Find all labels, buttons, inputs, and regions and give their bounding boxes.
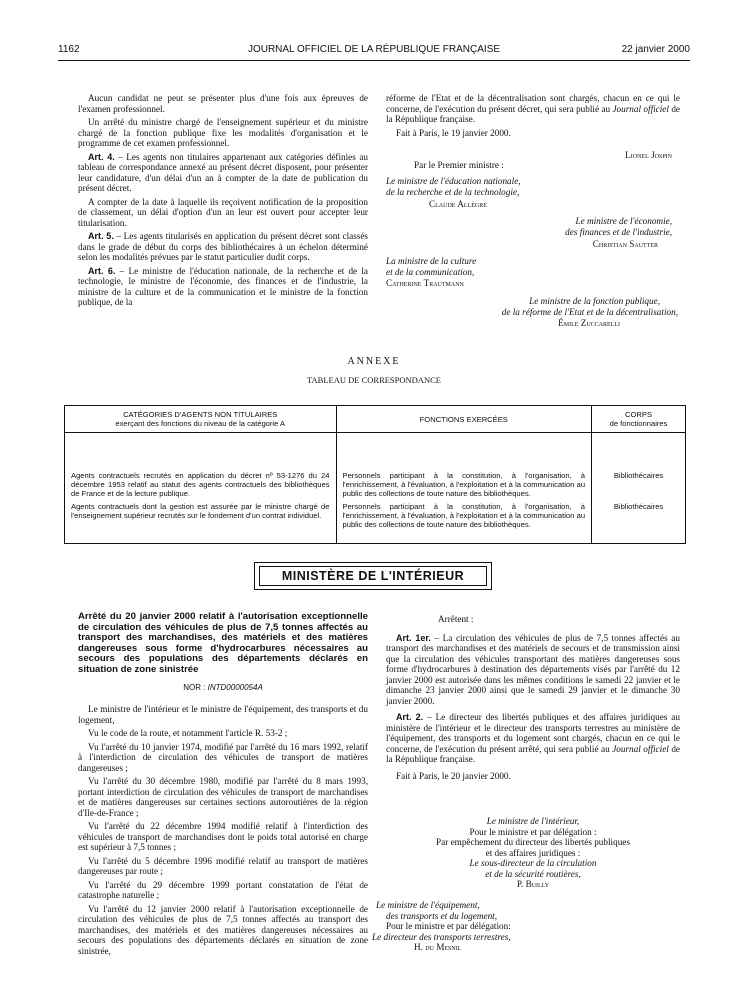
- signature-fp: Émile Zuccarelli: [558, 318, 620, 328]
- correspondence-table: [64, 405, 686, 544]
- article-4: Art. 4. – Les agents non titulaires appartenant aux catégories définies au tableau de correspondance annexé au présent décret disposent, pour présenter leur candidature, d'un délai d'un an à compter de la date de publication du présent décret.: [78, 151, 368, 193]
- paragraph: Vu le code de la route, et notamment l'article R. 53-2 ;: [88, 728, 288, 738]
- signature-line: Le ministre de l'intérieur,: [486, 816, 580, 826]
- arrete-signatures: [386, 816, 680, 890]
- arrete-signatures-2: [372, 900, 572, 953]
- page-number: 1162: [58, 44, 80, 55]
- journal-title: JOURNAL OFFICIEL DE LA RÉPUBLIQUE FRANÇAISE: [247, 44, 501, 55]
- signature-builly: P. Builly: [516, 879, 550, 889]
- place-date: Fait à Paris, le 20 janvier 2000.: [396, 770, 511, 781]
- article-2: Art. 2. – Le directeur des libertés publiques et des affaires juridiques au ministère de l'intérieur et le directeur des transports terrestres au ministère de l'équipement, des transports et du logement sont chargés, chacun en ce qui le concerne, de l'exécution du présent arrêté, qui sera publié au Journal officiel de la République française.: [386, 712, 681, 764]
- table-header-row: [65, 406, 686, 433]
- paragraph: Vu l'arrêté du 5 décembre 1996 modifié relatif au transport de matières dangereuses par route ;: [78, 855, 368, 876]
- signature-line: Le directeur des transports terrestres,: [372, 931, 511, 942]
- cell-corps: Bibliothécaires: [592, 500, 686, 544]
- signature-line: et des affaires juridiques :: [485, 847, 581, 858]
- table-row: [65, 433, 686, 501]
- column-header-corps: CORPS de fonctionnaires: [592, 406, 686, 433]
- signature-edu: Claude Allègre: [429, 199, 487, 209]
- signature-line: Le ministre de la fonction publique,: [529, 296, 660, 306]
- ministry-heading: MINISTÈRE DE L'INTÉRIEUR: [259, 566, 487, 586]
- decree-right-column: [386, 93, 680, 128]
- paragraph: Vu l'arrêté du 12 janvier 2000 relatif à l'autorisation exceptionnelle de circulation des véhicules de plus de 7,5 tonnes affectés au transport des marchandises, des matériels et des matières dangereuses nécessaires au secours des populations des départements déclarés en situation de zone sinistrée,: [78, 903, 368, 956]
- paragraph: Aucun candidat ne peut se présenter plus d'une fois aux épreuves de l'examen professionnel.: [78, 93, 368, 114]
- annexe-title: ANNEXE: [347, 356, 401, 367]
- signature-line: Le ministre de l'économie,: [575, 216, 672, 226]
- arretent: Arrêtent :: [438, 614, 474, 624]
- signature-line: Le ministre de l'équipement,: [376, 900, 480, 910]
- paragraph: Le ministre de l'intérieur et le ministre de l'équipement, des transports et du logement,: [78, 704, 368, 725]
- column-header-agents: CATÉGORIES D'AGENTS NON TITULAIRES exerçant des fonctions du niveau de la catégorie A: [65, 406, 337, 433]
- place-date: Fait à Paris, le 19 janvier 2000.: [396, 128, 511, 138]
- paragraph: Vu l'arrêté du 10 janvier 1974, modifié par l'arrêté du 16 mars 1992, relatif à l'interdiction de circulation des véhicules de transport de matières dangereuses ;: [78, 741, 368, 773]
- cell-agents: Agents contractuels recrutés en application du décret nº 53-1276 du 24 décembre 1953 relatif au statut des agents contractuels des bibliothèques de France et de la lecture publique.: [65, 433, 337, 501]
- signature-du-mesnil: H. du Mesnil: [414, 942, 462, 952]
- nor-reference: NOR : INTD0000054A: [183, 683, 263, 692]
- table-row: [65, 500, 686, 544]
- cell-fonctions: Personnels participant à la constitution, à l'organisation, à l'enrichissement, à l'évaluation, à l'exploitation et à la communication au public des collections de toute nature des bibliothèques.: [336, 433, 592, 501]
- cell-corps: Bibliothécaires: [592, 433, 686, 501]
- decree-signatures: [386, 128, 680, 328]
- article-label: Art. 6.: [88, 265, 116, 276]
- signature-line: Pour le ministre et par délégation :: [469, 826, 597, 837]
- arrete-right-column: [386, 614, 680, 784]
- issue-date: 22 janvier 2000: [621, 44, 690, 55]
- signature-line: Le ministre de l'éducation nationale,: [386, 176, 521, 186]
- signature-line: des finances et de l'industrie,: [565, 227, 672, 237]
- ministry-heading-box: [254, 562, 492, 590]
- signature-line: des transports et du logement,: [386, 910, 498, 921]
- signature-line: Par empêchement du directeur des libertés publiques: [436, 837, 630, 847]
- page-header: [58, 44, 690, 58]
- signature-line: de la réforme de l'Etat et de la décentralisation,: [501, 307, 678, 317]
- signature-line: La ministre de la culture: [386, 256, 477, 266]
- decree-left-column: [78, 93, 368, 311]
- paragraph: Vu l'arrêté du 22 décembre 1994 modifié relatif à l'interdiction des véhicules de transport de marchandises dont le poids total autorisé en charge est supérieur à 7,5 tonnes ;: [78, 821, 368, 852]
- signature-line: et de la communication,: [386, 267, 475, 277]
- article-6: Art. 6. – Le ministre de l'éducation nationale, de la recherche et de la technologie, le ministre de l'économie, des finances et de l'industrie, la ministre de la culture et de la communication et le ministre de la fonction publique, de la: [78, 265, 368, 307]
- article-5: Art. 5. – Les agents titularisés en application du présent décret sont classés dans le grade de début du corps des bibliothécaires à un échelon déterminé selon les modalités prévues par le statut particulier dudit corps.: [78, 231, 369, 262]
- article-label: Art. 4.: [88, 151, 115, 162]
- cell-agents: Agents contractuels dont la gestion est assurée par le ministre chargé de l'enseignement supérieur recrutés sur le fondement d'un contrat individuel.: [65, 500, 337, 544]
- annexe-subtitle: TABLEAU DE CORRESPONDANCE: [307, 375, 441, 385]
- column-header-fonctions: FONCTIONS EXERCÉES: [336, 406, 592, 433]
- cell-fonctions: Personnels participant à la constitution, à l'organisation, à l'enrichissement, à l'évaluation, à l'exploitation et à la communication au public des collections de toute nature des bibliothèques.: [336, 500, 592, 544]
- paragraph: A compter de la date à laquelle ils reçoivent notification de la proposition de classement, un délai d'option d'un an leur est ouvert pour accepter leur titularisation.: [78, 196, 368, 228]
- paragraph: Vu l'arrêté du 29 décembre 1999 portant constatation de l'état de catastrophe naturelle ;: [78, 879, 368, 900]
- paragraph: réforme de l'Etat et de la décentralisation sont chargés, chacun en ce qui le concerne, de l'exécution du présent décret, qui sera publié au Journal officiel de la République française.: [386, 93, 681, 124]
- paragraph: Un arrêté du ministre chargé de l'enseignement supérieur et du ministre chargé de la fonction publique fixe les modalités d'organisation et le programme de cet examen professionnel.: [78, 117, 368, 148]
- signature-line: de la recherche et de la technologie,: [386, 187, 520, 197]
- signature-pm: Lionel Jospin: [625, 150, 672, 160]
- signature-line: et de la sécurité routières,: [485, 868, 581, 879]
- article-label: Art. 5.: [88, 231, 114, 241]
- signature-cult: Catherine Trautmann: [386, 278, 464, 288]
- paragraph: Vu l'arrêté du 30 décembre 1980, modifié par l'arrêté du 8 mars 1993, portant interdiction de circulation des véhicules de transport de marchandises et de matières dangereuses sur certaines sections autoroutières de la région d'Ile-de-France ;: [78, 776, 368, 818]
- signature-line: Par le Premier ministre :: [414, 160, 504, 170]
- article-1: Art. 1er. – La circulation des véhicules de plus de 7,5 tonnes affectés au transport des marchandises et des matériels de secours et de transmission ainsi que la circulation des véhicules transportant des matières dangereuses sous forme d'hydrocarbures à destination des départements visés par l'arrêté du 12 janvier 2000 est autorisée dans les mêmes conditions le samedi 22 janvier et le dimanche 23 janvier 2000 ainsi que le samedi 29 janvier et le dimanche 30 janvier 2000.: [386, 632, 680, 706]
- signature-line: Le sous-directeur de la circulation: [469, 858, 597, 868]
- header-rule: [58, 60, 690, 61]
- arrete-left-column: [78, 612, 368, 959]
- signature-eco: Christian Sautter: [592, 239, 658, 249]
- arrete-title: Arrêté du 20 janvier 2000 relatif à l'autorisation exceptionnelle de circulation des véhicules de plus de 7,5 tonnes affectés au transport des marchandises, des matériels et des matières dangereuses sous forme d'hydrocarbures nécessaires au secours des populations des départements déclarés en situation de zone sinistrée: [78, 611, 368, 675]
- signature-line: Pour le ministre et par délégation:: [386, 921, 511, 931]
